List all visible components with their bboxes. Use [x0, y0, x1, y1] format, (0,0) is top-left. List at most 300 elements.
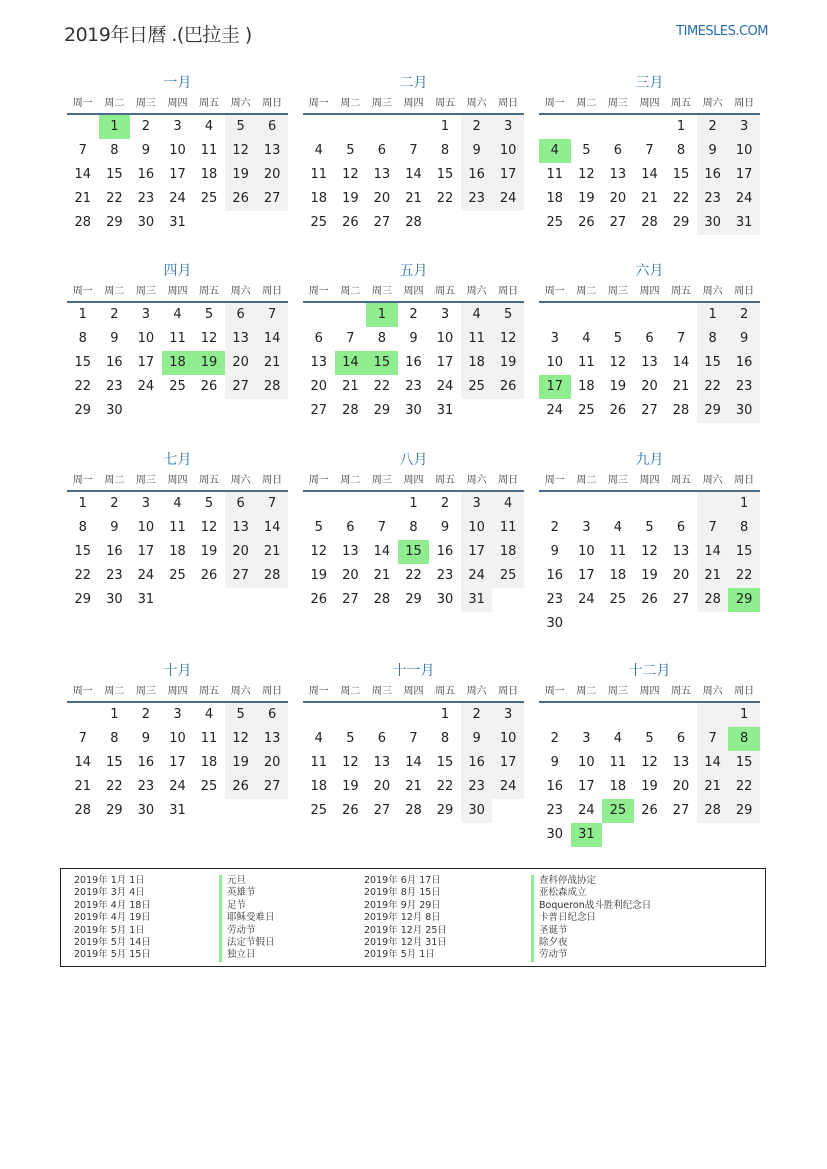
day-cell: 19 [225, 163, 257, 187]
weekday-label: 周四 [639, 286, 660, 297]
day-cell: 8 [78, 331, 87, 346]
day-cell: 15 [106, 167, 123, 182]
day-cell: 22 [74, 568, 92, 583]
day-cell: 30 [137, 803, 155, 818]
weekday-label: 周日 [498, 98, 519, 109]
weekday-label: 周五 [671, 475, 692, 486]
day-cell: 3 [550, 331, 559, 346]
empty-day-cell [634, 703, 666, 727]
weekday-label: 周二 [104, 286, 125, 297]
day-cell: 22 [436, 191, 454, 206]
day-cell: 11 [169, 520, 186, 535]
day-cell: 12 [578, 167, 595, 182]
day-cell: 11 [578, 355, 595, 370]
day-cell: 1 [440, 707, 450, 722]
day-cell: 27 [256, 187, 288, 211]
empty-day-cell [602, 115, 634, 139]
day-cell: 12 [492, 327, 524, 351]
weekday-label: 周一 [308, 475, 329, 486]
day-cell: 31 [728, 211, 760, 235]
day-cell: 10 [578, 544, 595, 559]
weekday-label: 周日 [734, 98, 755, 109]
holiday-day-cell: 19 [193, 351, 225, 375]
holiday-day-cell: 4 [539, 139, 571, 163]
weekday-label: 周三 [371, 286, 392, 297]
legend-holiday-name: 查科停战协定 [539, 875, 597, 886]
day-cell: 26 [578, 215, 595, 230]
day-cell: 15 [728, 751, 760, 775]
day-cell: 29 [672, 215, 690, 230]
day-cell: 13 [641, 355, 658, 370]
weekday-label: 周五 [199, 686, 220, 697]
day-cell: 9 [550, 544, 559, 559]
day-cell: 23 [461, 187, 493, 211]
day-cell: 17 [492, 163, 524, 187]
day-cell: 4 [582, 331, 591, 346]
month-block [303, 74, 524, 235]
day-cell: 13 [373, 167, 391, 182]
days-grid [539, 115, 760, 235]
weekday-label: 周六 [230, 475, 251, 486]
weekday-label: 周一 [72, 475, 93, 486]
day-cell: 16 [461, 163, 493, 187]
day-cell: 11 [609, 544, 627, 559]
day-cell: 6 [225, 303, 257, 327]
month-block [67, 74, 288, 235]
weekday-label: 周三 [371, 98, 392, 109]
day-cell: 10 [169, 731, 186, 746]
weekday-label: 周三 [371, 686, 392, 697]
day-cell: 6 [256, 115, 288, 139]
day-cell: 27 [672, 803, 690, 818]
day-cell: 24 [578, 592, 595, 607]
day-cell: 14 [373, 544, 391, 559]
holiday-day-cell: 18 [162, 351, 194, 375]
empty-day-cell [366, 492, 398, 516]
day-cell: 28 [405, 803, 422, 818]
day-cell: 21 [405, 779, 422, 794]
legend-holiday-name: 法定节假日 [227, 936, 275, 948]
day-cell: 16 [461, 751, 493, 775]
day-cell: 8 [377, 331, 387, 346]
day-cell: 10 [492, 727, 524, 751]
day-cell: 23 [546, 592, 564, 607]
day-cell: 31 [169, 803, 186, 818]
weekday-label: 周一 [72, 98, 93, 109]
day-cell: 4 [492, 492, 524, 516]
day-cell: 15 [728, 540, 760, 564]
day-cell: 30 [461, 799, 493, 823]
day-cell: 24 [169, 779, 186, 794]
day-cell: 29 [436, 803, 454, 818]
day-cell: 8 [110, 143, 119, 158]
day-cell: 28 [256, 375, 288, 399]
empty-day-cell [602, 303, 634, 327]
day-cell: 29 [405, 592, 422, 607]
weekday-label: 周三 [135, 686, 156, 697]
weekday-header [67, 681, 288, 703]
days-grid [539, 492, 760, 636]
day-cell: 29 [728, 799, 760, 823]
day-cell: 30 [106, 403, 123, 418]
day-cell: 18 [492, 540, 524, 564]
day-cell: 14 [256, 516, 288, 540]
day-cell: 23 [728, 375, 760, 399]
day-cell: 4 [173, 496, 182, 511]
day-cell: 17 [137, 544, 155, 559]
day-cell: 3 [492, 703, 524, 727]
weekday-label: 周一 [72, 686, 93, 697]
day-cell: 29 [697, 399, 729, 423]
day-cell: 14 [641, 167, 658, 182]
holiday-day-cell: 1 [99, 115, 131, 139]
month-block [303, 262, 524, 423]
day-cell: 12 [609, 355, 627, 370]
day-cell: 1 [78, 307, 87, 322]
day-cell: 25 [492, 564, 524, 588]
day-cell: 7 [697, 727, 729, 751]
weekday-label: 周三 [135, 475, 156, 486]
day-cell: 1 [697, 303, 729, 327]
day-cell: 13 [672, 544, 690, 559]
weekday-label: 周一 [308, 98, 329, 109]
day-cell: 24 [578, 803, 595, 818]
day-cell: 2 [697, 115, 729, 139]
day-cell: 5 [314, 520, 323, 535]
day-cell: 13 [256, 727, 288, 751]
empty-day-cell [303, 492, 335, 516]
weekday-label: 周日 [734, 686, 755, 697]
weekday-header [67, 470, 288, 492]
days-grid [303, 492, 524, 612]
days-grid [67, 303, 288, 423]
day-cell: 21 [697, 564, 729, 588]
weekday-label: 周三 [607, 475, 628, 486]
weekday-label: 周四 [403, 286, 424, 297]
day-cell: 21 [697, 775, 729, 799]
day-cell: 13 [373, 755, 391, 770]
day-cell: 14 [697, 540, 729, 564]
day-cell: 7 [78, 143, 87, 158]
day-cell: 22 [672, 191, 690, 206]
day-cell: 30 [106, 592, 123, 607]
day-cell: 28 [74, 215, 92, 230]
day-cell: 21 [641, 191, 658, 206]
day-cell: 11 [609, 755, 627, 770]
weekday-label: 周五 [671, 98, 692, 109]
legend-holiday-name: 亚松森成立 [539, 887, 587, 899]
day-cell: 6 [377, 143, 387, 158]
day-cell: 10 [492, 139, 524, 163]
legend-date: 2019年 6月 17日 [364, 875, 441, 886]
day-cell: 14 [405, 167, 422, 182]
day-cell: 12 [200, 520, 218, 535]
day-cell: 29 [106, 803, 123, 818]
weekday-label: 周五 [435, 98, 456, 109]
weekday-header [303, 681, 524, 703]
day-cell: 7 [676, 331, 686, 346]
day-cell: 20 [256, 751, 288, 775]
weekday-label: 周二 [576, 475, 597, 486]
day-cell: 11 [200, 731, 218, 746]
empty-day-cell [665, 492, 697, 516]
day-cell: 3 [173, 119, 182, 134]
day-cell: 5 [492, 303, 524, 327]
holiday-day-cell: 1 [366, 303, 398, 327]
holiday-day-cell: 31 [571, 823, 603, 847]
day-cell: 15 [106, 755, 123, 770]
holiday-day-cell: 8 [728, 727, 760, 751]
day-cell: 30 [405, 403, 422, 418]
weekday-label: 周六 [466, 686, 487, 697]
day-cell: 3 [461, 492, 493, 516]
day-cell: 19 [641, 779, 658, 794]
day-cell: 14 [697, 751, 729, 775]
day-cell: 23 [697, 187, 729, 211]
weekday-header [303, 93, 524, 115]
day-cell: 13 [672, 755, 690, 770]
weekday-label: 周五 [435, 286, 456, 297]
day-cell: 4 [613, 731, 623, 746]
weekday-label: 周一 [544, 475, 565, 486]
day-cell: 19 [200, 544, 218, 559]
weekday-header [67, 93, 288, 115]
day-cell: 27 [672, 592, 690, 607]
month-name: 一月 [163, 75, 192, 91]
legend-holiday-name: 卡普日纪念日 [539, 912, 597, 924]
month-name: 五月 [399, 263, 428, 279]
legend-date: 2019年 12月 25日 [364, 924, 447, 936]
day-cell: 8 [440, 731, 450, 746]
day-cell: 19 [225, 751, 257, 775]
weekday-label: 周日 [262, 98, 283, 109]
month-name: 九月 [635, 452, 664, 468]
empty-day-cell [335, 492, 367, 516]
weekday-label: 周二 [340, 686, 361, 697]
day-cell: 25 [310, 803, 328, 818]
day-cell: 10 [169, 143, 186, 158]
empty-day-cell [398, 703, 430, 727]
month-name: 十月 [163, 663, 192, 679]
day-cell: 5 [225, 115, 257, 139]
day-cell: 20 [609, 191, 627, 206]
legend-holiday-name: Boqueron战斗胜利纪念日 [539, 899, 652, 911]
weekday-label: 周二 [576, 98, 597, 109]
day-cell: 5 [346, 731, 355, 746]
day-cell: 19 [310, 568, 328, 583]
day-cell: 10 [728, 139, 760, 163]
day-cell: 23 [106, 568, 123, 583]
weekday-label: 周四 [639, 475, 660, 486]
weekday-label: 周六 [466, 286, 487, 297]
day-cell: 6 [225, 492, 257, 516]
day-cell: 25 [609, 592, 627, 607]
day-cell: 24 [546, 403, 564, 418]
weekday-label: 周四 [403, 475, 424, 486]
day-cell: 26 [200, 379, 218, 394]
day-cell: 12 [342, 167, 359, 182]
day-cell: 7 [409, 731, 418, 746]
day-cell: 20 [342, 568, 359, 583]
day-cell: 5 [645, 520, 654, 535]
day-cell: 22 [74, 379, 92, 394]
weekday-header [539, 470, 760, 492]
legend-date: 2019年 5月 1日 [74, 924, 145, 936]
day-cell: 9 [728, 327, 760, 351]
day-cell: 2 [141, 707, 151, 722]
day-cell: 1 [728, 703, 760, 727]
weekday-label: 周日 [262, 286, 283, 297]
day-cell: 5 [645, 731, 654, 746]
day-cell: 28 [342, 403, 359, 418]
weekday-label: 周五 [199, 98, 220, 109]
day-cell: 26 [342, 803, 359, 818]
day-cell: 17 [578, 568, 595, 583]
legend-date: 2019年 9月 29日 [364, 899, 441, 911]
weekday-label: 周四 [167, 98, 188, 109]
day-cell: 17 [137, 355, 155, 370]
day-cell: 15 [436, 167, 454, 182]
day-cell: 11 [169, 331, 186, 346]
empty-day-cell [602, 492, 634, 516]
legend-date: 2019年 5月 15日 [74, 949, 151, 961]
empty-day-cell [335, 115, 367, 139]
weekday-label: 周二 [104, 686, 125, 697]
day-cell: 3 [582, 520, 591, 535]
day-cell: 15 [74, 544, 92, 559]
day-cell: 17 [461, 540, 493, 564]
day-cell: 26 [609, 403, 627, 418]
legend-holiday-name: 劳动节 [227, 924, 256, 936]
day-cell: 27 [310, 403, 328, 418]
weekday-label: 周日 [498, 286, 519, 297]
day-cell: 8 [728, 516, 760, 540]
day-cell: 15 [436, 755, 454, 770]
day-cell: 11 [310, 167, 328, 182]
month-name: 三月 [635, 75, 664, 91]
weekday-label: 周六 [702, 686, 723, 697]
day-cell: 20 [672, 568, 690, 583]
day-cell: 8 [676, 143, 686, 158]
weekday-header [67, 281, 288, 303]
empty-day-cell [539, 303, 571, 327]
day-cell: 21 [342, 379, 359, 394]
day-cell: 28 [405, 215, 422, 230]
day-cell: 2 [461, 115, 493, 139]
legend-date: 2019年 4月 18日 [74, 899, 151, 911]
weekday-label: 周六 [466, 98, 487, 109]
day-cell: 29 [74, 592, 92, 607]
day-cell: 22 [106, 779, 123, 794]
weekday-label: 周二 [340, 286, 361, 297]
day-cell: 3 [492, 115, 524, 139]
day-cell: 19 [641, 568, 658, 583]
day-cell: 30 [137, 215, 155, 230]
day-cell: 24 [728, 187, 760, 211]
day-cell: 23 [546, 803, 564, 818]
day-cell: 24 [137, 568, 155, 583]
days-grid [67, 115, 288, 235]
weekday-label: 周三 [607, 286, 628, 297]
day-cell: 6 [256, 703, 288, 727]
day-cell: 25 [169, 379, 186, 394]
day-cell: 29 [373, 403, 391, 418]
days-grid [303, 703, 524, 823]
day-cell: 9 [550, 755, 559, 770]
day-cell: 19 [609, 379, 627, 394]
month-name: 十二月 [628, 663, 671, 679]
day-cell: 17 [492, 751, 524, 775]
legend-right-dates [364, 875, 447, 962]
weekday-label: 周二 [340, 475, 361, 486]
day-cell: 17 [728, 163, 760, 187]
day-cell: 20 [225, 540, 257, 564]
day-cell: 8 [440, 143, 450, 158]
days-grid [67, 492, 288, 612]
day-cell: 18 [609, 779, 627, 794]
legend-date: 2019年 4月 19日 [74, 912, 151, 924]
day-cell: 19 [342, 779, 359, 794]
empty-day-cell [634, 303, 666, 327]
day-cell: 21 [405, 191, 422, 206]
day-cell: 22 [697, 375, 729, 399]
weekday-header [539, 681, 760, 703]
day-cell: 22 [728, 775, 760, 799]
month-name: 十一月 [392, 663, 435, 679]
day-cell: 26 [225, 775, 257, 799]
day-cell: 11 [546, 167, 564, 182]
holiday-day-cell: 25 [602, 799, 634, 823]
month-name: 四月 [163, 263, 192, 279]
weekday-label: 周五 [671, 286, 692, 297]
day-cell: 16 [436, 544, 454, 559]
site-logo[interactable]: TIMESLES.COM [676, 24, 768, 39]
empty-day-cell [539, 492, 571, 516]
days-grid [539, 303, 760, 423]
day-cell: 5 [346, 143, 355, 158]
empty-day-cell [571, 115, 603, 139]
weekday-label: 周三 [135, 98, 156, 109]
day-cell: 18 [546, 191, 564, 206]
day-cell: 9 [409, 331, 418, 346]
day-cell: 20 [310, 379, 328, 394]
empty-day-cell [539, 703, 571, 727]
weekday-label: 周二 [104, 98, 125, 109]
holiday-day-cell: 29 [728, 588, 760, 612]
day-cell: 7 [346, 331, 355, 346]
day-cell: 31 [137, 592, 155, 607]
weekday-label: 周二 [340, 98, 361, 109]
weekday-label: 周二 [576, 686, 597, 697]
day-cell: 6 [346, 520, 355, 535]
day-cell: 24 [492, 187, 524, 211]
empty-day-cell [539, 115, 571, 139]
day-cell: 24 [492, 775, 524, 799]
weekday-label: 周五 [199, 475, 220, 486]
day-cell: 9 [440, 520, 450, 535]
weekday-label: 周四 [167, 686, 188, 697]
day-cell: 14 [74, 167, 92, 182]
day-cell: 11 [492, 516, 524, 540]
day-cell: 21 [672, 379, 690, 394]
holiday-day-cell: 15 [366, 351, 398, 375]
day-cell: 29 [74, 403, 92, 418]
day-cell: 12 [225, 139, 257, 163]
day-cell: 20 [641, 379, 658, 394]
day-cell: 27 [373, 215, 391, 230]
day-cell: 14 [74, 755, 92, 770]
month-name: 七月 [163, 452, 192, 468]
